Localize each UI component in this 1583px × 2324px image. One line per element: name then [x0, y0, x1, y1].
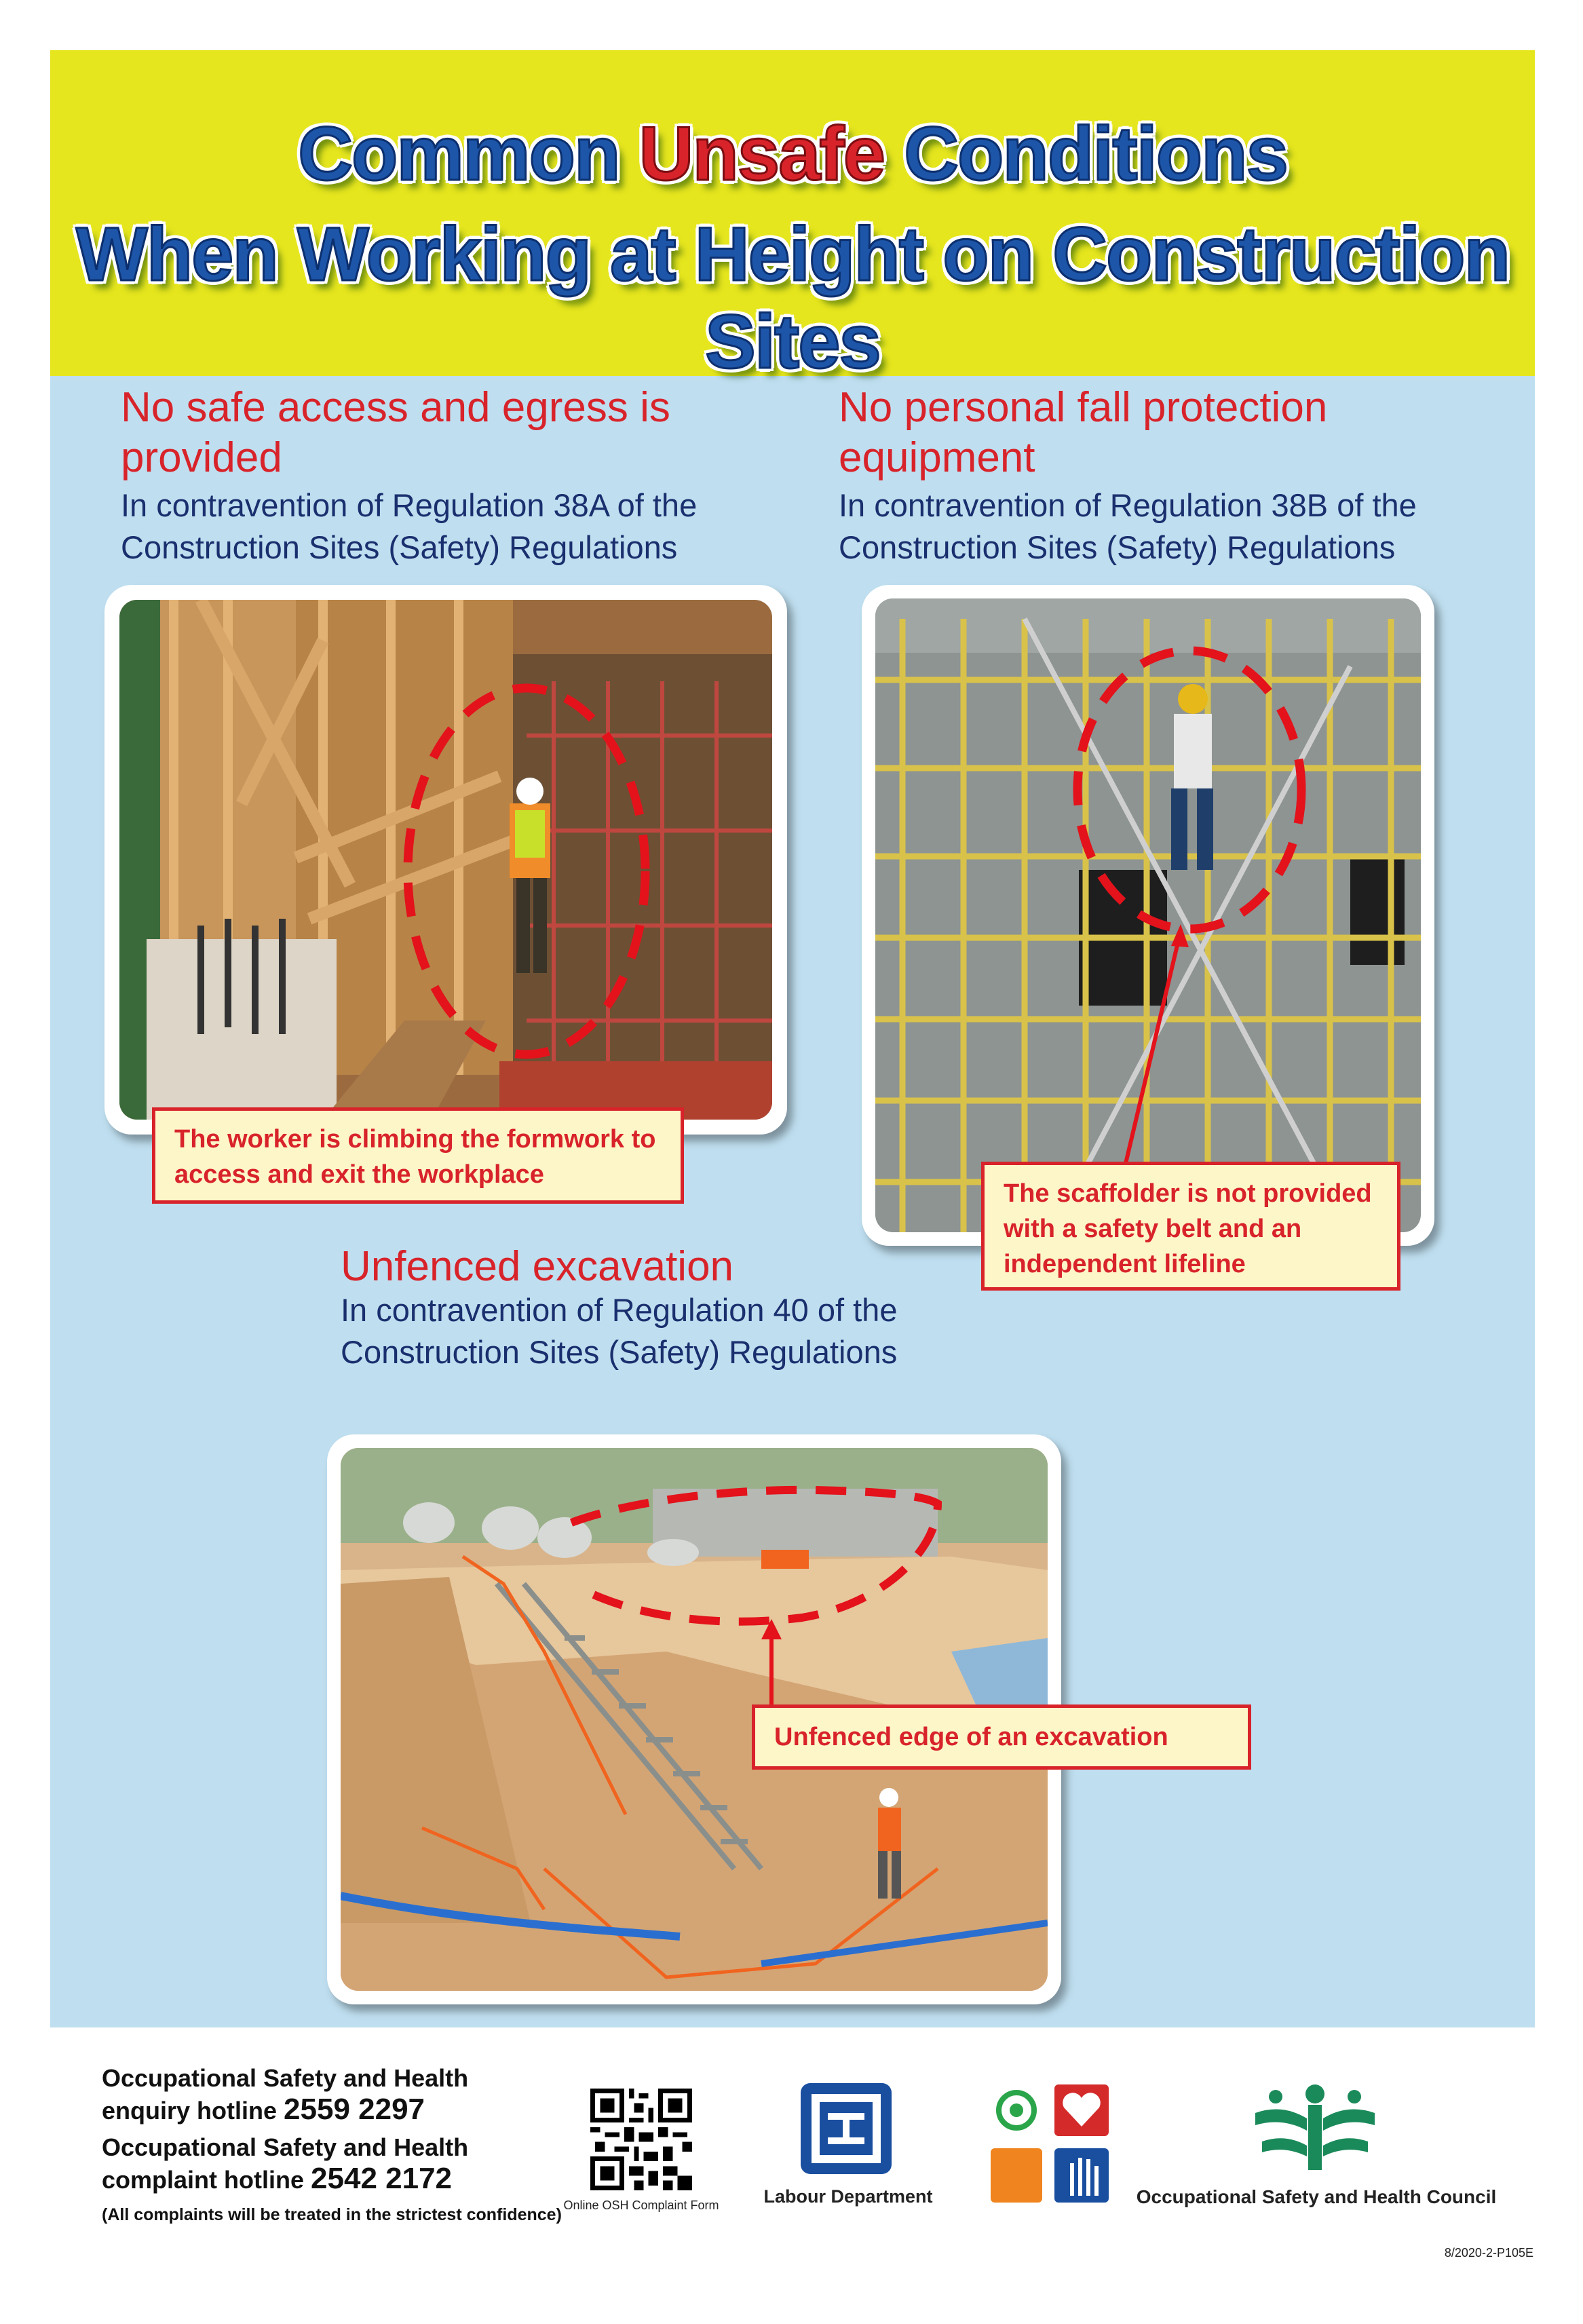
photo-scaffold [875, 598, 1421, 1232]
hotline-block [102, 2063, 577, 2225]
print-code: 8/2020-2-P105E [1444, 2246, 1533, 2260]
campaign-logo-icon [984, 2082, 1113, 2207]
confidentiality-note: (All complaints will be treated in the strictest confidence) [102, 2205, 562, 2224]
callout-formwork: The worker is climbing the formwork to access and exit the workplace [152, 1107, 684, 1204]
title-conditions: Conditions [904, 111, 1287, 196]
section-3-regulation: In contravention of Regulation 40 of the Construction Sites (Safety) Regulations [341, 1292, 898, 1370]
section-1-regulation: In contravention of Regulation 38A of the Construction Sites (Safety) Regulations [121, 487, 698, 565]
qr-caption: Online OSH Complaint Form [563, 2198, 719, 2212]
title-unsafe: Unsafe [638, 111, 884, 196]
title-common: Common [298, 111, 619, 196]
oshc-logo-icon [1248, 2083, 1381, 2171]
section-3-heading: Unfenced excavation [341, 1243, 734, 1290]
complaint-line [102, 2163, 577, 2196]
complaint-label-2: complaint hotline [102, 2166, 305, 2194]
labour-department-label: Labour Department [763, 2186, 933, 2207]
callout-excavation: Unfenced edge of an excavation [752, 1704, 1251, 1770]
callout-scaffold: The scaffolder is not provided with a safety belt and an independent lifeline [981, 1162, 1400, 1291]
enquiry-label-2: enquiry hotline [102, 2097, 278, 2125]
enquiry-label-1: Occupational Safety and Health [102, 2064, 469, 2092]
enquiry-number[interactable]: 2559 2297 [284, 2093, 425, 2126]
enquiry-line [102, 2094, 577, 2127]
labour-department-logo-icon [801, 2083, 892, 2174]
title-line-1 [50, 110, 1535, 197]
title-line-2: When Working at Height on Construction Sites [76, 212, 1509, 384]
section-2-heading: No personal fall protection equipment [839, 384, 1328, 481]
photo-formwork [119, 600, 772, 1120]
complaint-label-1: Occupational Safety and Health [102, 2133, 469, 2161]
oshc-label: Occupational Safety and Health Council [1136, 2186, 1497, 2207]
photo-frame-formwork [104, 585, 787, 1135]
title-banner [50, 50, 1535, 384]
section-1-heading: No safe access and egress is provided [121, 384, 670, 481]
photo-frame-scaffold [862, 585, 1434, 1246]
qr-code-icon[interactable] [590, 2089, 692, 2190]
poster-panel [50, 50, 1535, 2027]
complaint-number[interactable]: 2542 2172 [311, 2162, 453, 2195]
section-2-regulation: In contravention of Regulation 38B of the Construction Sites (Safety) Regulations [839, 487, 1417, 565]
